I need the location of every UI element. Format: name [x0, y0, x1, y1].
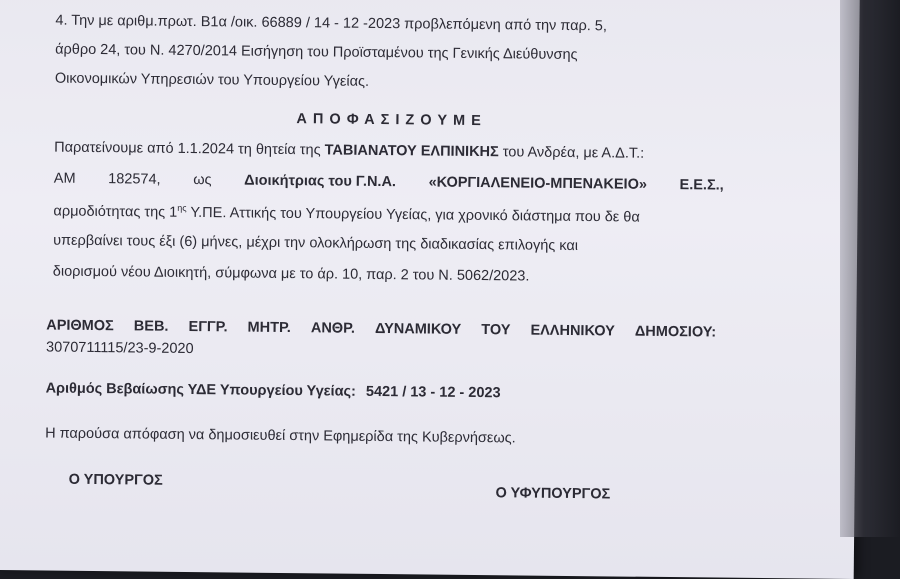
cut-off-text-line: ​ — [259, 2, 260, 14]
certificate-line — [46, 381, 501, 402]
registry-word: ΒΕΒ. — [133, 318, 169, 335]
preamble-line-1: 4. Την με αριθμ.πρωτ. Β1α /οικ. 66889 / 14 - 12 -2023 προβλεπόμενη από την παρ. 5, — [55, 12, 608, 35]
decision-line-1 — [54, 140, 644, 162]
registry-word: ΜΗΤΡ. — [247, 319, 291, 337]
preamble-line-3: Οικονομικών Υπηρεσιών του Υπουργείου Υγείας. — [54, 70, 370, 90]
certificate-label: Αριθμός Βεβαίωσης ΥΔΕ Υπουργείου Υγείας: — [45, 380, 356, 400]
decision-line-3-start: αρμοδιότητας της 1 — [53, 203, 178, 221]
decision-word: Ε.Ε.Σ., — [679, 177, 724, 194]
publication-line: Η παρούσα απόφαση να δημοσιευθεί στην Εφημερίδα της Κυβερνήσεως. — [45, 425, 516, 447]
registry-word: ΔΗΜΟΣΙΟΥ: — [634, 323, 717, 341]
decision-line-5: διορισμού νέου Διοικητή, σύμφωνα με το άρ. 10, παρ. 2 του Ν. 5062/2023. — [52, 263, 530, 285]
registry-word: ΔΥΝΑΜΙΚΟΥ — [374, 320, 462, 338]
registry-word: ΑΝΘΡ. — [310, 320, 356, 337]
registry-word: ΕΛΛΗΝΙΚΟΥ — [530, 322, 615, 340]
registry-heading — [46, 318, 716, 341]
decision-line-2 — [54, 171, 724, 194]
title-role: Διοικήτριας του Γ.Ν.Α. — [244, 172, 397, 191]
deputy-minister-signature: Ο ΥΦΥΠΟΥΡΓΟΣ — [495, 485, 611, 503]
preamble-line-2: άρθρο 24, του Ν. 4270/2014 Εισήγηση του Προϊσταμένου της Γενικής Διεύθυνσης — [55, 41, 578, 64]
minister-signature: Ο ΥΠΟΥΡΓΟΣ — [68, 471, 163, 489]
decision-heading: Α Π Ο Φ Α Σ Ι Ζ Ο Υ Μ Ε — [296, 111, 482, 130]
certificate-value: 5421 / 13 - 12 - 2023 — [365, 383, 501, 402]
decision-word: ως — [193, 172, 212, 189]
ordinal-suffix: ης — [177, 202, 187, 213]
registry-word: ΕΓΓΡ. — [188, 318, 228, 336]
decision-line-1-start: Παρατείνουμε από 1.1.2024 τη θητεία της — [54, 139, 321, 159]
registry-word: ΑΡΙΘΜΟΣ — [46, 317, 114, 335]
decision-line-1-end: του Ανδρέα, με Α.Δ.Τ.: — [502, 144, 645, 162]
decision-word: 182574, — [108, 171, 161, 188]
registry-number: 3070711115/23-9-2020 — [45, 339, 194, 358]
registry-word: ΤΟΥ — [481, 322, 511, 339]
decision-line-4: υπερβαίνει τους έξι (6) μήνες, μέχρι την ολοκλήρωση της διαδικασίας επιλογής και — [53, 232, 579, 255]
decision-word: ΑΜ — [53, 170, 76, 187]
decision-line-3-end: Υ.ΠΕ. Αττικής του Υπουργείου Υγείας, για χρονικό διάστημα που δε θα — [186, 204, 640, 226]
decision-line-3 — [53, 202, 639, 226]
person-name: ΤΑΒΙΑΝΑΤΟΥ ΕΛΠΙΝΙΚΗΣ — [324, 142, 499, 161]
dark-background-edge — [840, 0, 900, 537]
hospital-name: «ΚΟΡΓΙΑΛΕΝΕΙΟ-ΜΠΕΝΑΚΕΙΟ» — [428, 174, 648, 193]
